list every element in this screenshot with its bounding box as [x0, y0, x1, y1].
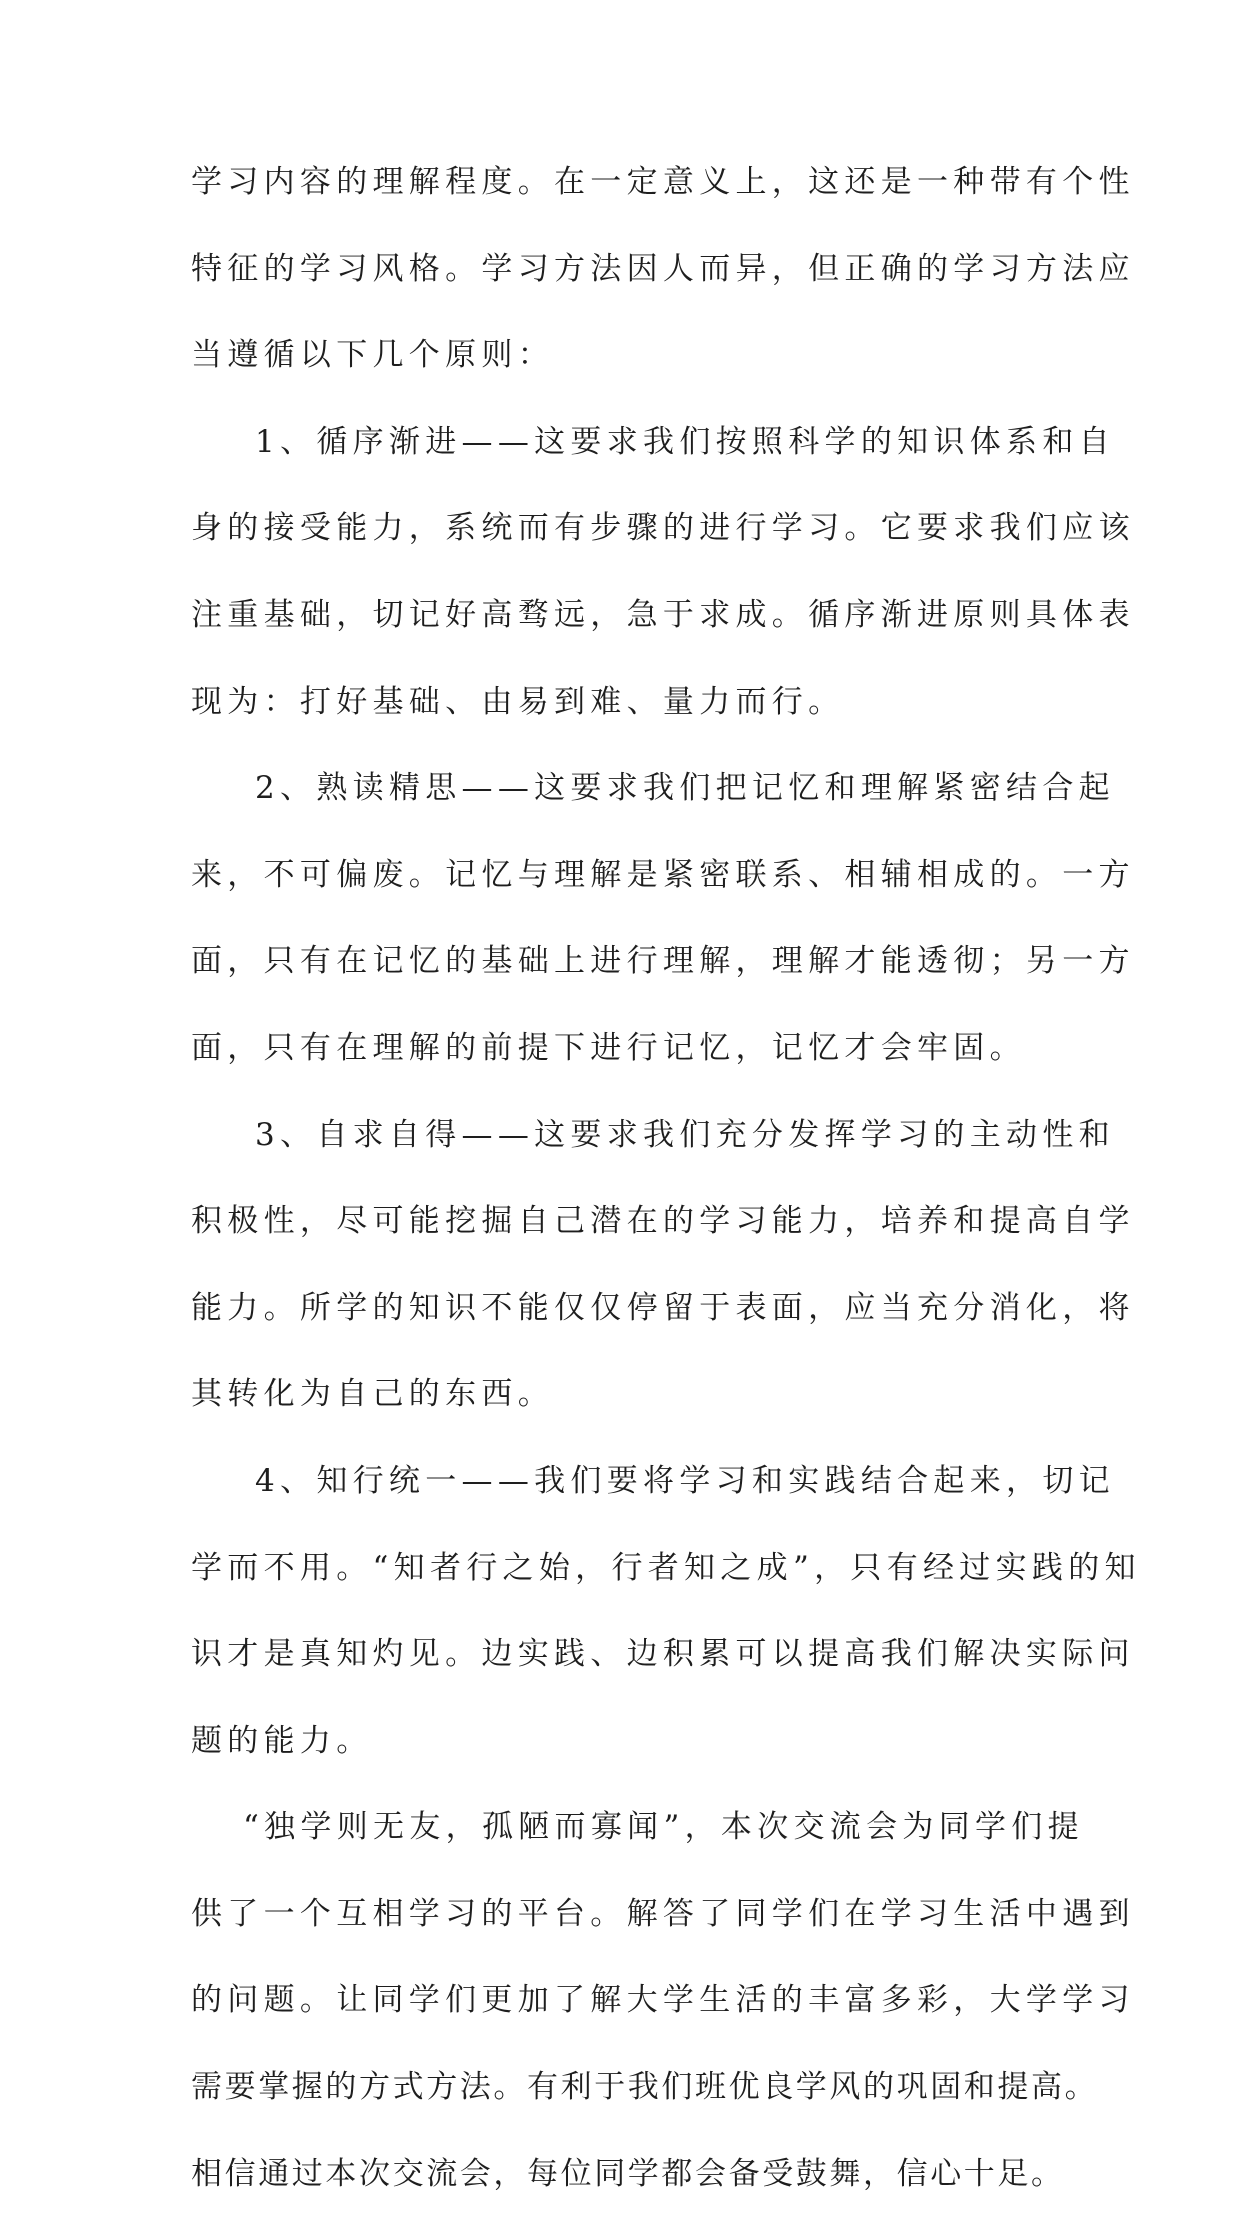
paragraph-start-line: 3、自求自得——这要求我们充分发挥学习的主动性和	[255, 1116, 1115, 1153]
text-line: 当遵循以下几个原则：	[191, 337, 554, 374]
text-line: 学而不用。“知者行之始，行者知之成”，只有经过实践的知	[191, 1549, 1141, 1586]
text-line: 现为：打好基础、由易到难、量力而行。	[191, 683, 845, 720]
text-line: 能力。所学的知识不能仅仅停留于表面，应当充分消化，将	[191, 1289, 1135, 1326]
text-line: 供了一个互相学习的平台。解答了同学们在学习生活中遇到	[191, 1895, 1135, 1932]
text-line: 需要掌握的方式方法。有利于我们班优良学风的巩固和提高。	[191, 2069, 1099, 2106]
document-body	[191, 155, 1141, 2233]
text-line: 识才是真知灼见。边实践、边积累可以提高我们解决实际问	[191, 1636, 1135, 1673]
text-line: 其转化为自己的东西。	[191, 1376, 554, 1413]
text-line: 身的接受能力，系统而有步骤的进行学习。它要求我们应该	[191, 510, 1135, 547]
text-line: 注重基础，切记好高骛远，急于求成。循序渐进原则具体表	[191, 596, 1135, 633]
text-line: 面，只有在记忆的基础上进行理解，理解才能透彻；另一方	[191, 943, 1135, 980]
text-line: 学习内容的理解程度。在一定意义上，这还是一种带有个性	[191, 164, 1135, 200]
text-line: 的问题。让同学们更加了解大学生活的丰富多彩，大学学习	[191, 1982, 1135, 2019]
text-line: 来，不可偏废。记忆与理解是紧密联系、相辅相成的。一方	[191, 856, 1135, 893]
text-line: 面，只有在理解的前提下进行记忆，记忆才会牢固。	[191, 1029, 1026, 1066]
paragraph-start-line: “独学则无友，孤陋而寡闻”，本次交流会为同学们提	[243, 1809, 1084, 1846]
text-line: 积极性，尽可能挖掘自己潜在的学习能力，培养和提高自学	[191, 1203, 1135, 1240]
paragraph-start-line: 4、知行统一——我们要将学习和实践结合起来，切记	[255, 1462, 1115, 1499]
text-line: 题的能力。	[191, 1722, 373, 1759]
paragraph-start-line: 1、循序渐进——这要求我们按照科学的知识体系和自	[255, 423, 1115, 460]
text-line: 特征的学习风格。学习方法因人而异，但正确的学习方法应	[191, 250, 1135, 287]
text-line: 相信通过本次交流会，每位同学都会备受鼓舞，信心十足。	[191, 2155, 1065, 2192]
paragraph-start-line: 2、熟读精思——这要求我们把记忆和理解紧密结合起	[255, 770, 1115, 807]
